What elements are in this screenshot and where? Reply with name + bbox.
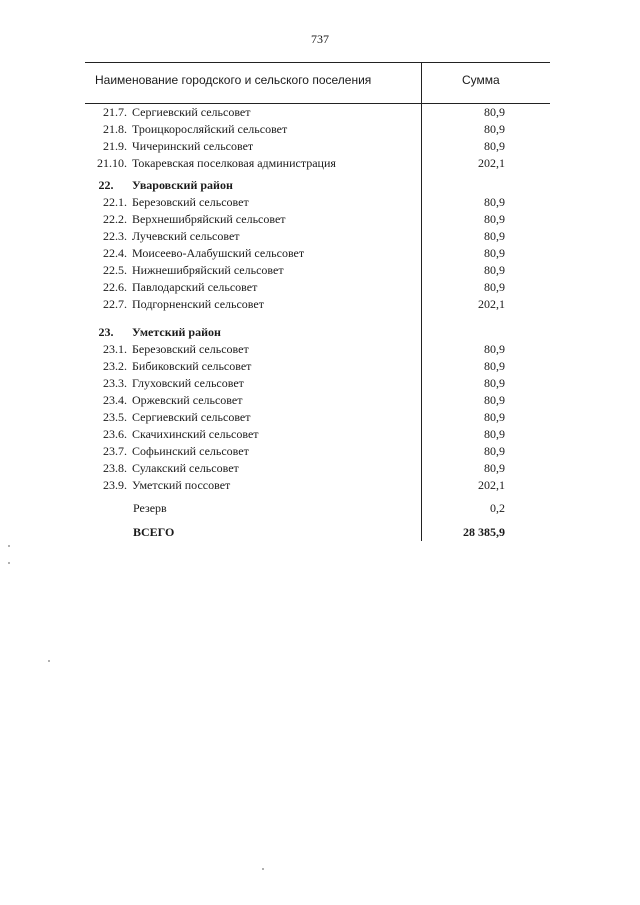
row-name: Березовский сельсовет	[132, 342, 249, 356]
reserve-row	[85, 500, 505, 517]
row-number: 23.7.	[103, 444, 127, 458]
row-number: 23.2.	[103, 359, 127, 373]
scan-speck	[262, 868, 264, 870]
row-number: 23.9.	[103, 478, 127, 492]
scan-speck	[8, 562, 10, 564]
row-number: 22.3.	[103, 229, 127, 243]
row-value: 80,9	[484, 212, 505, 226]
row-name: Глуховский сельсовет	[132, 376, 244, 390]
row-value: 80,9	[484, 359, 505, 373]
header-sum-column: Сумма	[462, 73, 500, 87]
table-row	[85, 104, 505, 121]
row-name: Березовский сельсовет	[132, 195, 249, 209]
reserve-label: Резерв	[133, 501, 167, 515]
table-row	[85, 155, 505, 172]
scan-speck	[48, 660, 50, 662]
row-value: 80,9	[484, 280, 505, 294]
row-name: Лучевский сельсовет	[132, 229, 240, 243]
table-row	[85, 211, 505, 228]
row-value: 80,9	[484, 461, 505, 475]
row-number: 22.6.	[103, 280, 127, 294]
row-value: 202,1	[478, 297, 505, 311]
row-name: Моисеево-Алабушский сельсовет	[132, 246, 305, 260]
table-row	[85, 341, 505, 358]
section-number: 23.	[98, 325, 114, 339]
row-value: 80,9	[484, 393, 505, 407]
row-number: 23.3.	[103, 376, 127, 390]
row-name: Скачихинский сельсовет	[132, 427, 259, 441]
row-name: Софьинский сельсовет	[132, 444, 249, 458]
section-name: Уметский район	[132, 325, 221, 339]
row-name: Сергиевский сельсовет	[132, 105, 251, 119]
total-label: ВСЕГО	[133, 525, 175, 539]
row-number: 23.4.	[103, 393, 127, 407]
row-value: 80,9	[484, 410, 505, 424]
table-row	[85, 138, 505, 155]
row-number: 22.7.	[103, 297, 127, 311]
row-number: 23.6.	[103, 427, 127, 441]
row-name: Сергиевский сельсовет	[132, 410, 251, 424]
table-row	[85, 392, 505, 409]
row-number: 21.10.	[97, 156, 127, 170]
row-number: 23.8.	[103, 461, 127, 475]
row-value: 202,1	[478, 478, 505, 492]
row-name: Уметский поссовет	[132, 478, 231, 492]
row-name: Троицкоросляйский сельсовет	[132, 122, 288, 136]
header-name-column: Наименование городского и сельского поселения	[95, 73, 372, 87]
row-name: Нижнешибряйский сельсовет	[132, 263, 284, 277]
row-name: Токаревская поселковая администрация	[132, 156, 336, 170]
row-name: Чичеринский сельсовет	[132, 139, 254, 153]
row-value: 80,9	[484, 342, 505, 356]
row-number: 23.1.	[103, 342, 127, 356]
table-row	[85, 477, 505, 494]
reserve-value: 0,2	[490, 501, 505, 515]
row-name: Сулакский сельсовет	[132, 461, 239, 475]
row-value: 80,9	[484, 122, 505, 136]
row-value: 80,9	[484, 139, 505, 153]
table-row	[85, 375, 505, 392]
section-row	[85, 177, 505, 194]
row-number: 21.9.	[103, 139, 127, 153]
section-number: 22.	[98, 178, 114, 192]
table-row	[85, 460, 505, 477]
table-row	[85, 228, 505, 245]
table-row	[85, 426, 505, 443]
total-value: 28 385,9	[463, 525, 505, 539]
section-row	[85, 324, 505, 341]
section-name: Уваровский район	[132, 178, 233, 192]
row-number: 23.5.	[103, 410, 127, 424]
row-number: 21.7.	[103, 105, 127, 119]
row-name: Оржевский сельсовет	[132, 393, 243, 407]
row-number: 21.8.	[103, 122, 127, 136]
row-value: 80,9	[484, 263, 505, 277]
row-name: Подгорненский сельсовет	[132, 297, 264, 311]
table-row	[85, 245, 505, 262]
row-name: Бибиковский сельсовет	[132, 359, 252, 373]
row-number: 22.4.	[103, 246, 127, 260]
row-number: 22.5.	[103, 263, 127, 277]
table-row	[85, 262, 505, 279]
row-name: Павлодарский сельсовет	[132, 280, 258, 294]
row-value: 80,9	[484, 376, 505, 390]
scan-speck	[8, 545, 10, 547]
table-row	[85, 409, 505, 426]
table-row	[85, 279, 505, 296]
row-value: 80,9	[484, 246, 505, 260]
row-value: 80,9	[484, 444, 505, 458]
row-name: Верхнешибряйский сельсовет	[132, 212, 286, 226]
row-number: 22.2.	[103, 212, 127, 226]
table-row	[85, 296, 505, 313]
row-value: 202,1	[478, 156, 505, 170]
total-row	[85, 524, 505, 541]
row-number: 22.1.	[103, 195, 127, 209]
row-value: 80,9	[484, 195, 505, 209]
table-row	[85, 194, 505, 211]
row-value: 80,9	[484, 229, 505, 243]
page-number: 737	[311, 32, 329, 46]
header-top-rule	[85, 62, 550, 63]
table-row	[85, 443, 505, 460]
row-value: 80,9	[484, 105, 505, 119]
table-row	[85, 121, 505, 138]
table-row	[85, 358, 505, 375]
row-value: 80,9	[484, 427, 505, 441]
